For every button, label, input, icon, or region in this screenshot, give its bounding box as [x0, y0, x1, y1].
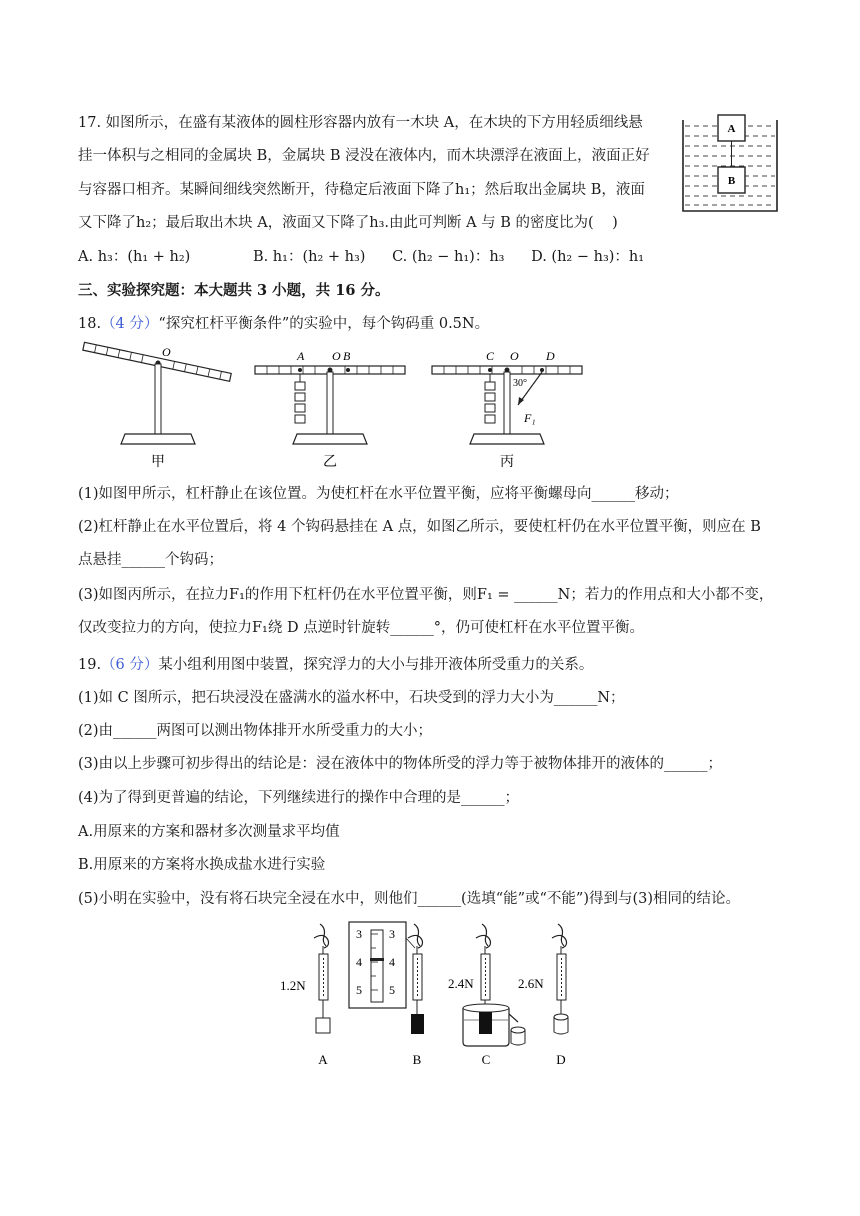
q19-option-b: B.用原来的方案将水换成盐水进行实验 [78, 857, 326, 873]
q18-part-3: (3)如图丙所示，在拉力F₁的作用下杠杆仍在水平位置平衡，则F₁ = ______N；若力的作用点和大小都不变， [78, 587, 774, 603]
q19-part-1: (1)如 C 图所示，把石块浸没在盛满水的溢水杯中，石块受到的浮力大小为______N； [78, 690, 625, 706]
figure-bing [432, 349, 582, 470]
q19-score: （6 分） [101, 657, 159, 673]
svg-text:A: A [318, 1052, 328, 1067]
svg-text:A: A [297, 349, 305, 363]
balance-a [280, 924, 330, 1067]
svg-text:1.2N: 1.2N [280, 978, 306, 993]
svg-text:30°: 30° [513, 378, 527, 389]
q17-option-d: D. (h₂ − h₃)：h₁ [531, 249, 645, 265]
svg-text:2.4N: 2.4N [448, 976, 474, 991]
q18-part-3-cont: 仅改变拉力的方向，使拉力F₁绕 D 点逆时针旋转______°，仍可使杠杆在水平位置平衡。 [78, 620, 644, 636]
q17-line-4: 又下降了h₂；最后取出木块 A，液面又下降了h₃.由此可判断 A 与 B 的密度比为( ) [78, 215, 618, 231]
q19-part-2: (2)由______两图可以测出物体排开水所受重力的大小； [78, 723, 433, 739]
q18-part-1: (1)如图甲所示，杠杆静止在该位置。为使杠杆在水平位置平衡，应将平衡螺母向______移动； [78, 486, 679, 502]
q18-part-2-cont: 点悬挂______个钩码； [78, 552, 223, 568]
q17-container-figure [680, 112, 782, 214]
svg-text:D: D [546, 349, 555, 363]
section-3-title: 三、实验探究题：本大题共 3 小题，共 16 分。 [78, 282, 390, 299]
q17-option-b: B. h₁：(h₂ + h₃) [252, 249, 366, 265]
svg-text:C: C [481, 1052, 491, 1067]
svg-text:4: 4 [389, 955, 395, 969]
q19-part-5: (5)小明在实验中，没有将石块完全浸在水中，则他们______(选填“能”或“不能”)得到与(3)相同的结论。 [78, 891, 741, 907]
scale-inset [349, 922, 415, 1008]
q19-stem: 19.（6 分）某小组利用图中装置，探究浮力的大小与排开液体所受重力的关系。 [78, 657, 594, 673]
svg-text:C: C [486, 349, 495, 363]
svg-text:B: B [343, 349, 351, 363]
svg-text:O: O [332, 349, 341, 363]
q19-option-a: A.用原来的方案和器材多次测量求平均值 [78, 824, 340, 840]
svg-text:B: B [412, 1052, 422, 1067]
svg-text:丙: 丙 [500, 455, 514, 470]
q17-line-3: 与容器口相齐。某瞬间细线突然断开，待稳定后液面下降了h₁；然后取出金属块 B，液面 [78, 182, 645, 198]
q18-stem: 18.（4 分）“探究杠杆平衡条件”的实验中，每个钩码重 0.5N。 [78, 316, 490, 332]
q19-part-3: (3)由以上步骤可初步得出的结论是：浸在液体中的物体所受的浮力等于被物体排开的液体的______； [78, 756, 723, 772]
svg-text:O: O [510, 349, 519, 363]
q18-score: （4 分） [101, 316, 159, 332]
q18-part-2: (2)杠杆静止在水平位置后，将 4 个钩码悬挂在 A 点，如图乙所示，要使杠杆仍在水平位置平衡，则应在 B [78, 519, 761, 535]
balance-b [408, 924, 424, 1067]
svg-text:5: 5 [389, 983, 395, 997]
svg-text:5: 5 [356, 983, 362, 997]
svg-text:乙: 乙 [323, 455, 337, 470]
balance-d [518, 924, 568, 1067]
svg-text:O: O [162, 345, 171, 359]
q19-spring-balance-figure [278, 918, 588, 1070]
q17-line-1: 17. 如图所示，在盛有某液体的圆柱形容器内放有一木块 A，在木块的下方用轻质细线悬 [78, 115, 643, 131]
svg-text:F₁: F₁ [524, 411, 536, 425]
q17-options [78, 247, 644, 267]
q17-option-c: C. (h₂ − h₁)：h₃ [392, 249, 505, 265]
svg-text:D: D [556, 1052, 566, 1067]
figure-jia [83, 342, 231, 470]
svg-text:甲: 甲 [151, 455, 165, 470]
svg-text:4: 4 [356, 955, 362, 969]
q19-part-4: (4)为了得到更普遍的结论，下列继续进行的操作中合理的是______； [78, 790, 520, 806]
svg-text:3: 3 [389, 927, 395, 941]
figure-yi [255, 349, 405, 470]
svg-text:A: A [727, 123, 736, 135]
q18-lever-figures [80, 340, 600, 470]
svg-text:B: B [727, 175, 736, 187]
q17-line-2: 挂一体积与之相同的金属块 B，金属块 B 浸没在液体内，而木块漂浮在液面上，液面正好 [78, 148, 650, 164]
svg-text:2.6N: 2.6N [518, 976, 544, 991]
balance-c [448, 924, 525, 1067]
svg-text:3: 3 [356, 927, 362, 941]
q17-option-a: A. h₃：(h₁ + h₂) [78, 249, 191, 265]
